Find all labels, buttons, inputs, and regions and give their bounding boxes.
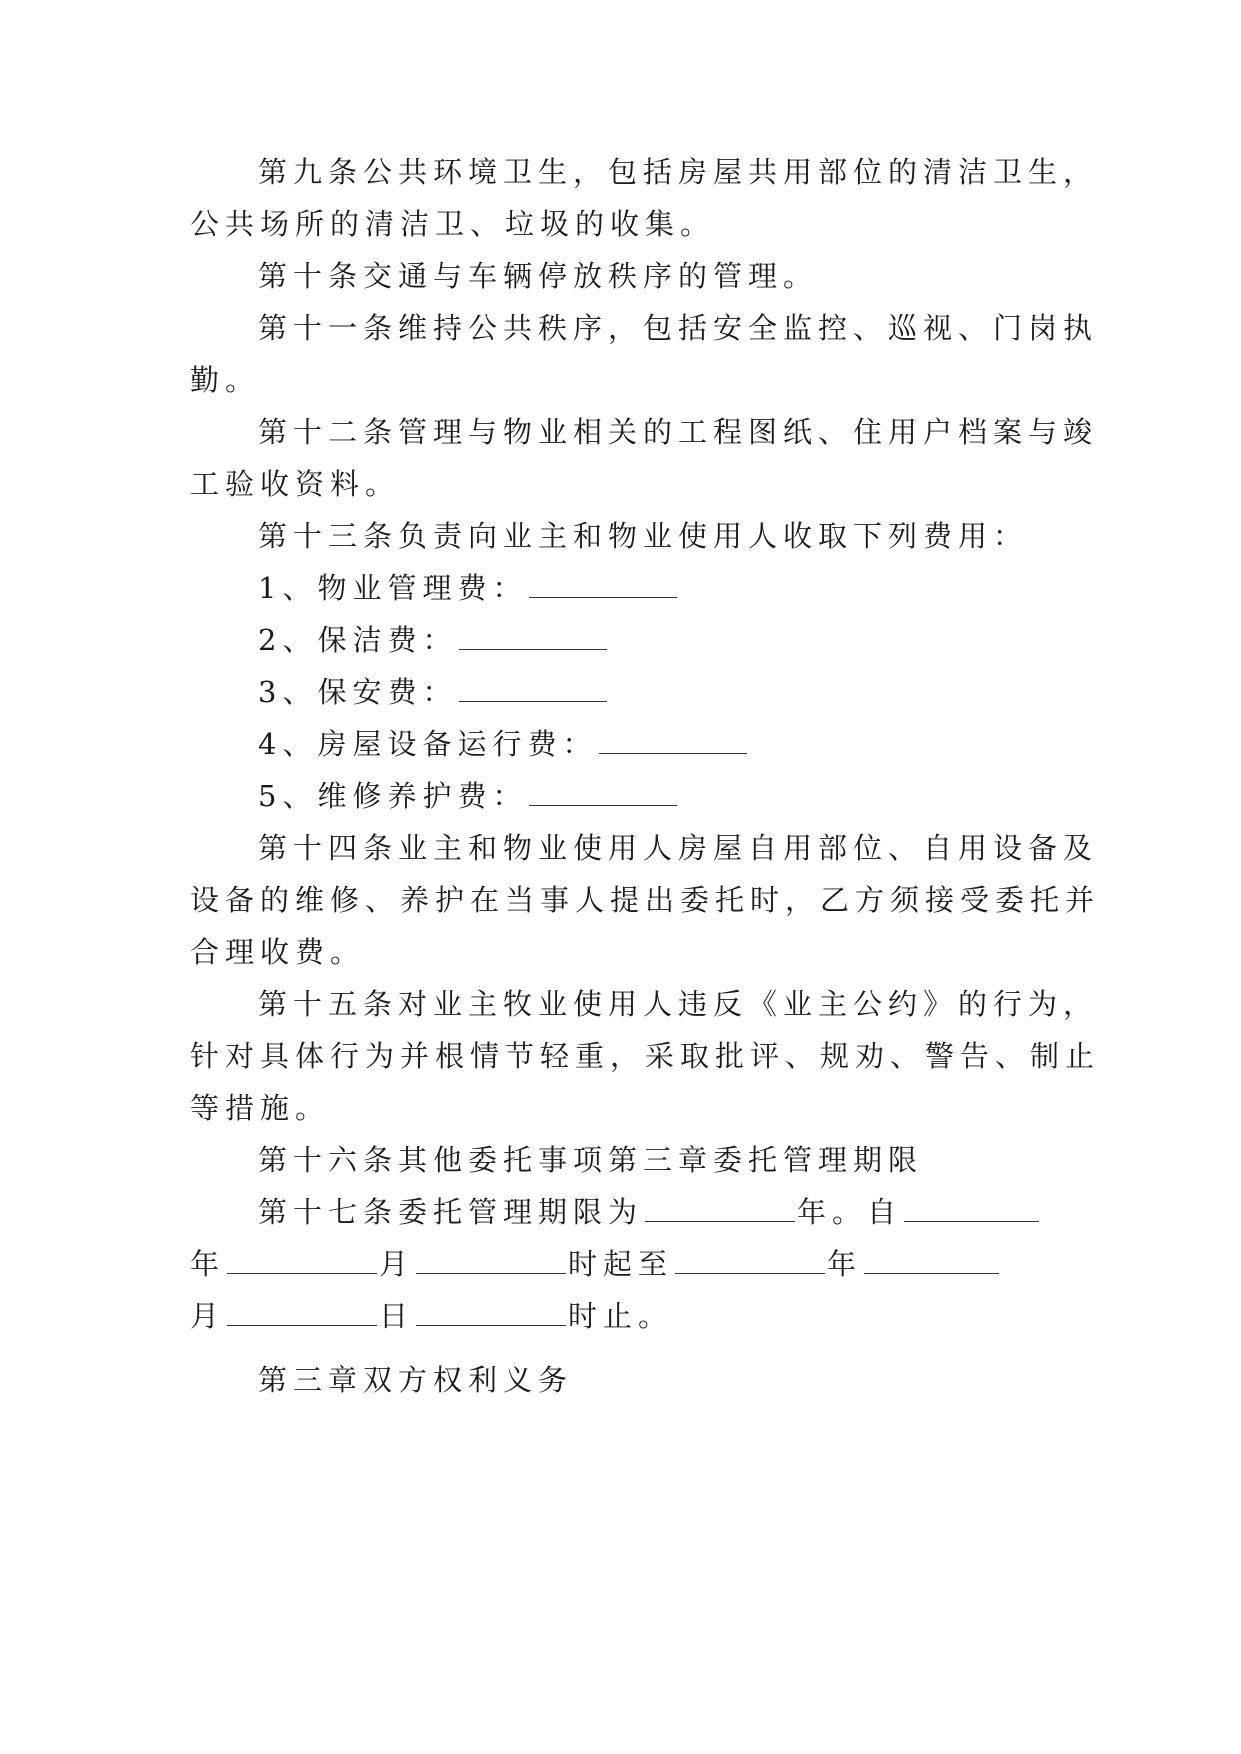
art9-line1: 第九条公共环境卫生，包括房屋共用部位的清洁卫生， <box>258 155 1099 189</box>
art15-line1: 第十五条对业主牧业使用人违反《业主公约》的行为， <box>258 987 1099 1021</box>
start-month-blank[interactable] <box>227 1247 377 1274</box>
art11-line2: 勤。 <box>190 363 261 397</box>
art17-text: 时止。 <box>568 1299 674 1333</box>
end-day-blank[interactable] <box>416 1299 566 1326</box>
start-day-blank[interactable] <box>416 1247 566 1274</box>
fee-label: 1、物业管理费： <box>258 571 528 605</box>
art9-line2: 公共场所的清洁卫、垃圾的收集。 <box>190 207 716 241</box>
art16: 第十六条其他委托事项第三章委托管理期限 <box>258 1143 924 1177</box>
fee-label: 2、保洁费： <box>258 623 458 657</box>
art17-line3 <box>190 1294 673 1335</box>
art11-line1: 第十一条维持公共秩序，包括安全监控、巡视、门岗执 <box>258 311 1099 345</box>
art17-text: 第十七条委托管理期限为 <box>258 1195 644 1229</box>
fee-label: 4、房屋设备运行费： <box>258 727 598 761</box>
fee-blank[interactable] <box>529 779 677 806</box>
art12-line1: 第十二条管理与物业相关的工程图纸、住用户档案与竣 <box>258 415 1099 449</box>
art17-text: 年 <box>827 1247 863 1281</box>
art17-text: 年 <box>190 1247 226 1281</box>
art14-line3: 合理收费。 <box>190 935 366 969</box>
fee-blank[interactable] <box>459 623 607 650</box>
fee-blank[interactable] <box>529 571 677 598</box>
art17-line2 <box>190 1242 1001 1283</box>
art13: 第十三条负责向业主和物业使用人收取下列费用： <box>258 519 1029 553</box>
art17-line1 <box>258 1190 1041 1231</box>
fee-item <box>258 722 749 763</box>
art12-line2: 工验收资料。 <box>190 467 401 501</box>
end-year-blank[interactable] <box>675 1247 825 1274</box>
end-month-blank[interactable] <box>227 1299 377 1326</box>
art17-text: 时起至 <box>568 1247 674 1281</box>
fee-blank[interactable] <box>459 675 607 702</box>
fee-item <box>258 774 679 815</box>
fee-item <box>258 670 609 711</box>
fee-label: 3、保安费： <box>258 675 458 709</box>
end-month-prefix-blank[interactable] <box>864 1247 999 1274</box>
term-years-blank[interactable] <box>645 1195 795 1222</box>
art15-line2: 针对具体行为并根情节轻重，采取批评、规劝、警告、制止 <box>190 1039 1101 1073</box>
start-year-blank[interactable] <box>904 1195 1039 1222</box>
fee-label: 5、维修养护费： <box>258 779 528 813</box>
chapter-heading: 第三章双方权利义务 <box>258 1363 574 1397</box>
art17-text: 月 <box>190 1299 226 1333</box>
art14-line2: 设备的维修、养护在当事人提出委托时，乙方须接受委托并 <box>190 883 1101 917</box>
art17-text: 月 <box>379 1247 415 1281</box>
art17-text: 日 <box>379 1299 415 1333</box>
art10: 第十条交通与车辆停放秩序的管理。 <box>258 259 819 293</box>
art17-text: 年。自 <box>797 1195 903 1229</box>
art15-line3: 等措施。 <box>190 1091 331 1125</box>
fee-blank[interactable] <box>599 727 747 754</box>
fee-item <box>258 618 609 659</box>
fee-item <box>258 566 679 607</box>
art14-line1: 第十四条业主和物业使用人房屋自用部位、自用设备及 <box>258 831 1099 865</box>
